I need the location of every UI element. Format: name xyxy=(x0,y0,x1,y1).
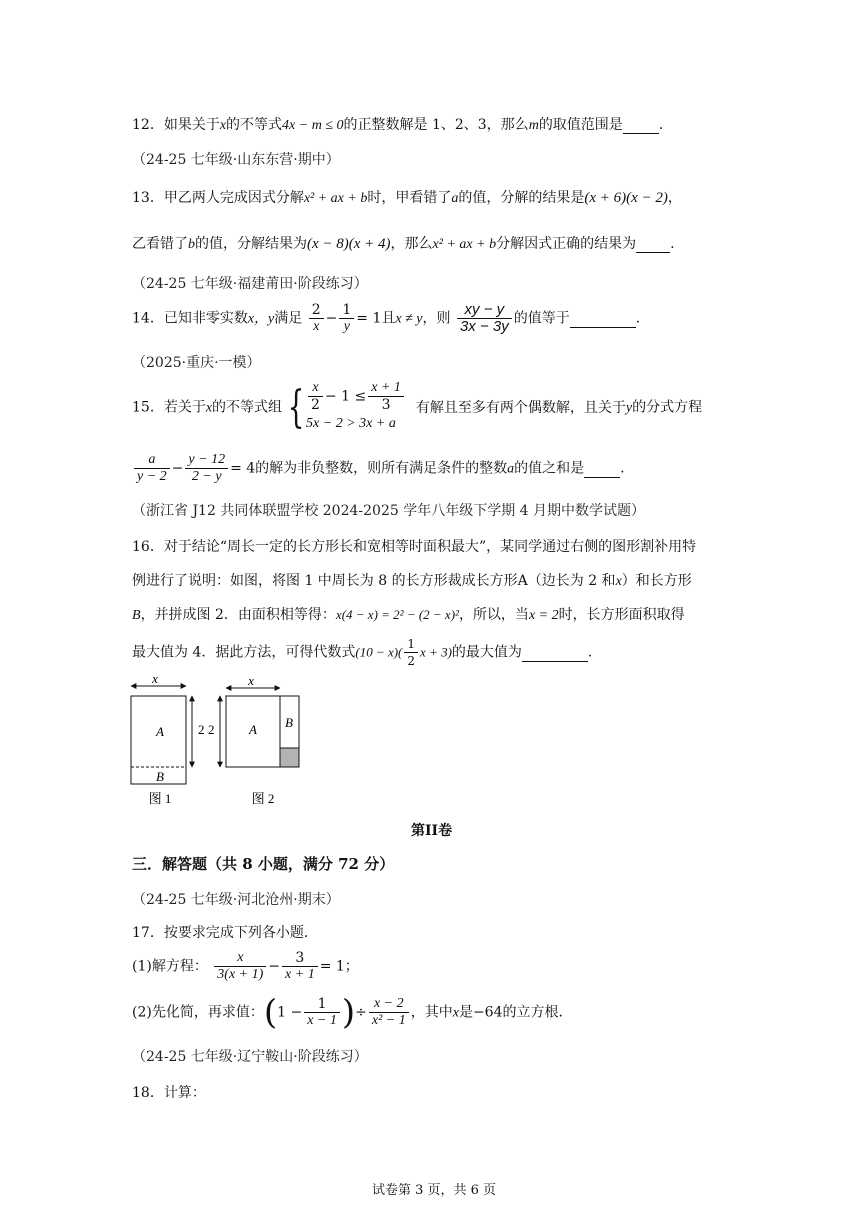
q18-title: 18．计算： xyxy=(132,1085,206,1101)
q15-text-e: 的解为非负整数，则所有满足条件的整数 xyxy=(255,460,508,477)
q17-part1 xyxy=(132,950,359,983)
q13-text-e: 的值，分解结果为 xyxy=(195,236,307,252)
q17-part2 xyxy=(132,992,573,1033)
q13-expr: x² + ax + b xyxy=(303,191,368,206)
q16-line4 xyxy=(132,636,592,669)
q14-text-d: ，则 xyxy=(422,310,451,327)
q17-p2-rparen: ) xyxy=(341,992,356,1033)
q12-text-b: 的不等式 xyxy=(226,117,283,133)
q15-eq-frac1: $\frac{a}{y - 2}$ xyxy=(134,452,170,485)
q14-number: 14． xyxy=(132,310,164,327)
q13-number: 13． xyxy=(132,190,164,206)
q13-text-f: ，那么 xyxy=(390,236,433,252)
q16-line2-b: （边长为 2 和 xyxy=(527,573,616,589)
q17-p1-label: (1)解方程： xyxy=(132,958,208,975)
fig2-rect-B xyxy=(280,696,299,767)
fig1-B-label: B xyxy=(156,769,164,784)
q16-line1: 16．对于结论“周长一定的长方形长和宽相等时面积最大”，某同学通过右侧的图形割补用特 xyxy=(132,539,697,555)
q12-inequality: 4x − m ≤ 0 xyxy=(282,118,344,133)
q14-text-c: 且 xyxy=(381,310,396,327)
q16-x: x xyxy=(615,574,622,589)
q16-line2-c: ）和长方形 xyxy=(621,573,692,589)
q12-text-c: 的正整数解是 1、2、3，那么 xyxy=(343,117,529,133)
q12-var-m: m xyxy=(528,118,539,133)
q12-line xyxy=(132,114,663,134)
q14-frac1: $\frac{2}{x}$ xyxy=(309,302,324,335)
q14-minus: − xyxy=(325,310,338,327)
q12-end: . xyxy=(658,117,664,133)
q13-text-a: 甲乙两人完成因式分解 xyxy=(163,190,304,206)
q13-text-g: 分解因式正确的结果为 xyxy=(496,236,637,252)
fig2-B-label: B xyxy=(285,715,293,730)
q13-end: . xyxy=(670,236,675,252)
figure-1 xyxy=(131,671,205,806)
q13-result2: (x − 8)(x + 4) xyxy=(307,236,391,252)
q16-line4-a: 最大值为 4．据此方法，可得代数式 xyxy=(132,644,356,661)
q17-p2-text2: 是 xyxy=(458,1004,473,1021)
q16-line2-a: 例进行了说明：如图，将图 1 中周长为 8 的长方形裁成长方形 xyxy=(132,573,518,589)
source-q15: （2025·重庆·一模） xyxy=(132,355,261,371)
q15-var-x: x xyxy=(205,400,213,416)
q15-var-a: a xyxy=(507,461,515,477)
q15-end: . xyxy=(620,460,625,477)
q12-var-x: x xyxy=(219,118,227,133)
q15-system xyxy=(306,380,406,435)
q17-p2-label: (2)先化简，再求值： xyxy=(132,1004,264,1021)
q14-text-a: 已知非零实数 xyxy=(163,310,248,327)
q17-p2-frac2: $\frac{x - 2}{\text{x² − 1}}$ xyxy=(369,996,409,1029)
q17-p2-div: ÷ xyxy=(355,1004,367,1021)
fig1-caption: 图 1 xyxy=(148,791,172,806)
fig1-x-label: x xyxy=(152,671,158,686)
q15-sys-frac2: $\frac{x + 1}{3}$ xyxy=(368,380,404,413)
q12-text-d: 的取值范围是 xyxy=(538,117,623,133)
q15-line1 xyxy=(132,380,702,435)
source-q17: （24-25 七年级·河北沧州·期末） xyxy=(132,892,340,908)
q16-B: B xyxy=(132,608,141,623)
q13-expr2: x² + ax + b xyxy=(432,237,497,252)
q14-text-b: 满足 xyxy=(274,310,303,327)
q13-var-b: b xyxy=(188,237,195,252)
q17-p1-minus: − xyxy=(268,958,281,975)
q17-p2-text3: 的立方根． xyxy=(502,1004,573,1021)
q16-A: A xyxy=(517,573,528,589)
q16-expr-b: x + 3) xyxy=(420,644,452,660)
section3-title: 三．解答题（共 8 小题，满分 72 分） xyxy=(132,855,395,873)
q14-text-e: 的值等于 xyxy=(513,310,570,327)
q13-result1: (x + 6)(x − 2) xyxy=(584,190,668,206)
q15-line2 xyxy=(132,452,625,485)
q17-title: 17．按要求完成下列各小题． xyxy=(132,925,318,941)
q15-eq-eq: = 4 xyxy=(230,460,256,477)
q17-p2-frac1: $\frac{1}{x - 1}$ xyxy=(304,996,340,1029)
q13-comma: ， xyxy=(667,190,682,206)
q16-line3 xyxy=(132,604,685,624)
q13-answer-blank[interactable] xyxy=(636,236,670,253)
q15-text-f: 的值之和是 xyxy=(514,460,585,477)
q14-frac2: $\frac{1}{y}$ xyxy=(339,302,354,335)
q14-answer-blank[interactable] xyxy=(570,311,636,328)
source-q13: （24-25 七年级·山东东营·期中） xyxy=(132,152,340,168)
q17-p1-end: ； xyxy=(344,958,359,975)
q17-p2-text: ，其中 xyxy=(410,1004,453,1021)
q17-p2-value: −64 xyxy=(472,1004,503,1021)
q14-neq: x ≠ y xyxy=(395,311,423,327)
q12-answer-blank[interactable] xyxy=(623,117,659,134)
fig2-rect-A xyxy=(226,696,280,767)
q16-x-eq-2: x = 2 xyxy=(528,608,559,623)
q14-frac3: $\frac{xy - y}{3x - 3y}$ xyxy=(457,302,512,335)
q17-p1-frac1: $\frac{x}{3(x + 1)}$ xyxy=(214,950,266,983)
q15-brace: { xyxy=(287,381,305,433)
figure-2 xyxy=(208,673,299,806)
fig2-2-label: 2 xyxy=(208,722,215,737)
q16-line3-a: ，并拼成图 2．由面积相等得： xyxy=(140,607,336,623)
fig2-caption: 图 2 xyxy=(251,791,275,806)
q16-line3-c: 时，长方形面积取得 xyxy=(558,607,685,623)
q14-line xyxy=(132,302,640,335)
part2-title: 第II卷 xyxy=(411,823,453,839)
page-footer: 试卷第 3 页，共 6 页 xyxy=(371,1183,497,1198)
q14-vars: x，y xyxy=(247,311,275,327)
q13-var-a: a xyxy=(451,191,459,206)
q14-eq: = 1 xyxy=(356,310,382,327)
q15-sys-frac1: $\frac{x}{2}$ xyxy=(308,380,323,413)
q16-line2 xyxy=(132,570,692,590)
q17-p2-x: x xyxy=(452,1005,459,1021)
q13-text-d: 乙看错了 xyxy=(132,236,188,252)
q15-eq-frac2: $\frac{y - 12}{2 - y}$ xyxy=(185,452,228,485)
q15-sys-mid: − 1 ≤ xyxy=(324,388,367,405)
q12-number: 12． xyxy=(132,117,164,133)
fig2-x-label: x xyxy=(248,673,254,688)
q15-eq-minus: − xyxy=(171,460,184,477)
q12-text-a: 如果关于 xyxy=(163,117,220,133)
fig1-2-label: 2 xyxy=(198,722,205,737)
q15-number: 15． xyxy=(132,399,164,416)
q16-line3-b: ，所以，当 xyxy=(458,607,529,623)
q15-sys-line2: 5x − 2 > 3x + a xyxy=(306,416,396,431)
fig2-shaded-square xyxy=(280,748,299,767)
q13-text-c: 的值，分解的结果是 xyxy=(458,190,585,206)
q14-end: . xyxy=(635,310,641,327)
q15-var-y: y xyxy=(625,400,633,416)
q15-text-b: 的不等式组 xyxy=(212,399,283,416)
q15-text-a: 若关于 xyxy=(163,399,206,416)
fig1-rect xyxy=(131,696,186,784)
q16-line4-b: 的最大值为 xyxy=(451,644,522,661)
q17-p2-lparen: ( xyxy=(263,992,278,1033)
q17-p1-frac2: $\frac{3}{x + 1}$ xyxy=(282,950,318,983)
q17-p1-eq: = 1 xyxy=(319,958,345,975)
fig2-A-label: A xyxy=(249,722,257,737)
source-q14: （24-25 七年级·福建莆田·阶段练习） xyxy=(132,276,368,292)
q15-text-c: 有解且至多有两个偶数解，且关于 xyxy=(415,399,626,416)
q16-end: . xyxy=(587,644,593,661)
source-q16: （浙江省 J12 共同体联盟学校 2024-2025 学年八年级下学期 4 月期中数学试题） xyxy=(132,503,646,519)
q15-answer-blank[interactable] xyxy=(584,461,620,478)
q13-text-b: 时，甲看错了 xyxy=(367,190,452,206)
q16-half: $\frac{1}{2}$ xyxy=(404,636,418,669)
q16-area-equation: x(4 − x) = 2² − (2 − x)² xyxy=(335,607,459,622)
q15-text-d: 的分式方程 xyxy=(632,399,703,416)
q16-answer-blank[interactable] xyxy=(522,645,588,662)
q16-expr-a: (10 − x)( xyxy=(355,644,403,660)
source-q18: （24-25 七年级·辽宁鞍山·阶段练习） xyxy=(132,1049,368,1065)
q13-line2 xyxy=(132,233,675,253)
fig1-A-label: A xyxy=(156,724,164,739)
q13-line1 xyxy=(132,187,682,207)
q17-p2-one: 1 − xyxy=(277,1004,303,1021)
